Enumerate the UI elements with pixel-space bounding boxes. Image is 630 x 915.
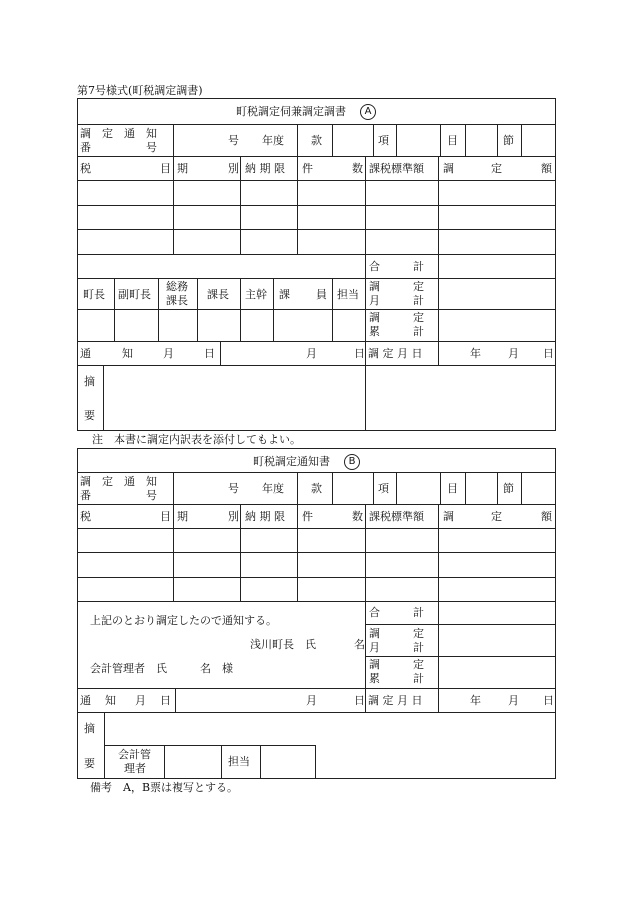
a-appr-6: 課 (279, 288, 290, 301)
b-tantou: 担当 (228, 755, 250, 768)
a-rui-top: 調 定 (369, 311, 424, 324)
b-nd-f: 日 (354, 694, 365, 707)
a-nd-g: 年 (470, 347, 481, 360)
a-notice-top: 調 定 通 知 (80, 127, 157, 140)
b-suu: 数 (352, 510, 363, 523)
a-chotei: 調 (443, 162, 454, 175)
a-kou: 項 (378, 134, 389, 147)
b-message: 上記のとおり調定したので通知する。 (90, 614, 277, 627)
a-go: 号 (228, 134, 239, 147)
a-appr-8: 担当 (337, 288, 359, 301)
b-zei-moku: 目 (160, 510, 171, 523)
a-ken: 件 (302, 162, 313, 175)
a-nd-f: 日 (354, 347, 365, 360)
b-zei: 税 (80, 510, 91, 523)
b-nd-h: 月 (508, 694, 519, 707)
b-ken: 件 (302, 510, 313, 523)
b-gaku: 額 (541, 510, 552, 523)
a-kan: 款 (311, 134, 322, 147)
b-tei: 定 (491, 510, 502, 523)
b-kan: 款 (311, 482, 322, 495)
b-tsuki-top: 調 定 (369, 627, 424, 640)
b-nd-d: 日 (160, 694, 171, 707)
b-hyoujun: 課税標準額 (369, 510, 424, 523)
b-ki: 期 (177, 510, 188, 523)
b-acc-top: 会計管 (118, 748, 151, 761)
b-rui-bottom: 累 計 (369, 672, 424, 685)
form-a-title-text: 町税調定伺兼調定調書 (236, 105, 346, 118)
b-total: 合 計 (369, 606, 424, 619)
form-b-title (253, 454, 360, 470)
b-rui-top: 調 定 (369, 658, 424, 671)
b-notice-top: 調 定 通 知 (80, 475, 157, 488)
form-b-title-text: 町税調定通知書 (253, 455, 330, 468)
remark: 備考 A，B票は複写とする。 (90, 781, 239, 794)
b-nouki: 納 期 限 (245, 510, 285, 523)
a-appr-0: 町長 (83, 288, 105, 301)
a-hyoujun: 課税標準額 (369, 162, 424, 175)
form-a-mark: A (360, 104, 376, 120)
a-notice-bottom: 番 号 (80, 141, 157, 154)
b-nd-b: 知 (105, 694, 116, 707)
a-nd-d: 日 (204, 347, 215, 360)
a-moku: 目 (447, 134, 458, 147)
b-nd-e: 月 (306, 694, 317, 707)
a-nendo: 年度 (262, 134, 284, 147)
form-a-title (236, 104, 376, 120)
a-betsu: 別 (228, 162, 239, 175)
b-nd-g: 年 (470, 694, 481, 707)
b-nd-label: 調 定 月 日 (368, 694, 423, 707)
b-mayor: 浅川町長 氏 (250, 638, 316, 651)
a-nd-a: 通 (80, 347, 91, 360)
b-nd-a: 通 (80, 694, 91, 707)
b-nd-c: 月 (135, 694, 146, 707)
b-nd-i: 日 (543, 694, 554, 707)
note-a: 注 本書に調定内訳表を添付してもよい。 (92, 433, 301, 446)
a-tsuki-bottom: 月 計 (369, 294, 424, 307)
a-appr-4: 課長 (207, 288, 229, 301)
a-nouki: 納 期 限 (245, 162, 285, 175)
a-rui-bottom: 累 計 (369, 325, 424, 338)
a-tekiyou-b: 要 (84, 409, 95, 422)
a-nd-b: 知 (122, 347, 133, 360)
a-appr-2: 総務 (166, 280, 188, 293)
b-moku: 目 (447, 482, 458, 495)
b-chotei: 調 (443, 510, 454, 523)
a-nd-label: 調 定 月 日 (368, 347, 423, 360)
form-b-mark: B (344, 454, 360, 470)
a-appr-5: 主幹 (245, 288, 267, 301)
form-header: 第7号様式(町税調定調書) (77, 84, 203, 97)
b-nendo: 年度 (262, 482, 284, 495)
b-tekiyou-a: 摘 (84, 722, 95, 735)
a-tsuki-top: 調 定 (369, 280, 424, 293)
a-total: 合 計 (369, 260, 424, 273)
a-appr-3: 課長 (166, 294, 188, 307)
a-zei-moku: 目 (160, 162, 171, 175)
a-setsu: 節 (503, 134, 514, 147)
b-kou: 項 (378, 482, 389, 495)
b-notice-bottom: 番 号 (80, 489, 157, 502)
b-tekiyou-b: 要 (84, 757, 95, 770)
b-acc-bottom: 理者 (124, 762, 146, 775)
a-nd-c: 月 (163, 347, 174, 360)
b-setsu: 節 (503, 482, 514, 495)
a-nd-h: 月 (508, 347, 519, 360)
b-tsuki-bottom: 月 計 (369, 641, 424, 654)
a-appr-7: 員 (316, 288, 327, 301)
a-tei: 定 (491, 162, 502, 175)
a-gaku: 額 (541, 162, 552, 175)
b-mei: 名 (354, 638, 365, 651)
a-zei: 税 (80, 162, 91, 175)
a-suu: 数 (352, 162, 363, 175)
b-go: 号 (228, 482, 239, 495)
a-nd-e: 月 (306, 347, 317, 360)
a-appr-1: 副町長 (118, 288, 151, 301)
a-nd-i: 日 (543, 347, 554, 360)
b-betsu: 別 (228, 510, 239, 523)
a-tekiyou-a: 摘 (84, 375, 95, 388)
b-accountant: 会計管理者 氏 名 様 (90, 662, 233, 675)
a-ki: 期 (177, 162, 188, 175)
